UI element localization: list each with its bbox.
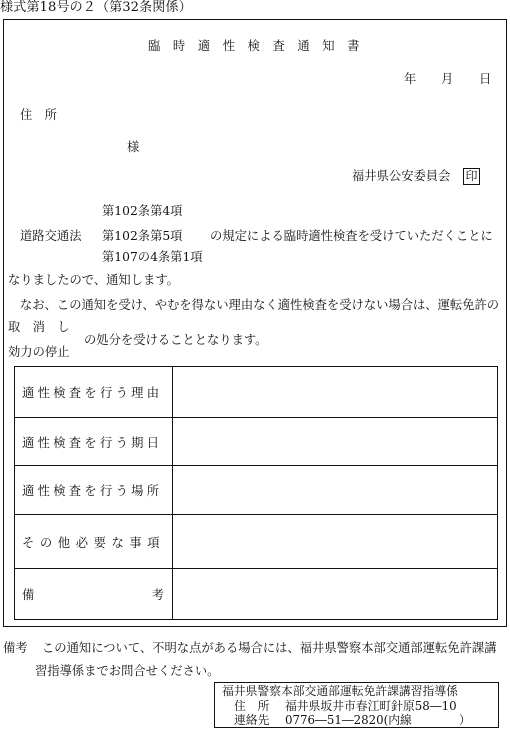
contact-phone: 0776―51―2820(内線 ） — [285, 713, 471, 727]
place-field — [173, 466, 498, 515]
date-day: 日 — [479, 72, 492, 86]
inspection-details-table — [14, 366, 498, 620]
address-label: 住 所 — [20, 108, 57, 122]
notice-line-2: の処分を受けることとなります。 — [84, 333, 268, 347]
remarks-field — [173, 569, 498, 620]
footer-note-line-1: この通知について、不明な点がある場合には、福井県警察本部交通部運転免許課講 — [42, 641, 497, 655]
contact-department: 福井県警察本部交通部運転免許課講習指導係 — [222, 684, 458, 698]
reason-field — [173, 367, 498, 418]
notice-option-suspension: 効力の停止 — [8, 345, 70, 359]
table-row — [15, 515, 498, 569]
row-label-date: 適性検査を行う期日 — [15, 418, 173, 466]
issuer-name: 福井県公安委員会 — [352, 169, 451, 183]
law-clause-1: 第102条第4項 — [102, 204, 183, 218]
row-label-place: 適性検査を行う場所 — [15, 466, 173, 515]
contact-address-label: 住 所 — [234, 699, 270, 713]
table-row — [15, 418, 498, 466]
contact-address: 福井県坂井市春江町針原58―10 — [285, 699, 457, 713]
contact-phone-label: 連絡先 — [234, 713, 270, 727]
law-name: 道路交通法 — [20, 229, 82, 243]
recipient-honorific: 様 — [127, 140, 140, 154]
row-label-reason: 適性検査を行う理由 — [15, 367, 173, 418]
row-label-remarks — [15, 569, 173, 620]
law-text: の規定による臨時適性検査を受けていただくことに — [210, 229, 493, 243]
remarks-label-left: 備 — [22, 588, 35, 602]
row-label-other: その他必要な事項 — [15, 515, 173, 569]
document-title: 臨時適性検査通知書 — [148, 39, 373, 53]
date-year: 年 — [404, 72, 417, 86]
date-field — [173, 418, 498, 466]
law-clause-2: 第102条第5項 — [102, 229, 183, 243]
seal-mark: 印 — [463, 168, 480, 185]
other-field — [173, 515, 498, 569]
table-row — [15, 367, 498, 418]
remarks-label-right: 考 — [151, 588, 164, 602]
notice-line-1: なお、この通知を受け、やむを得ない理由なく適性検査を受けない場合は、運転免許の — [20, 298, 500, 312]
date-month: 月 — [441, 72, 454, 86]
footer-note-label: 備考 — [3, 641, 28, 655]
table-row — [15, 569, 498, 620]
form-number: 様式第18号の２（第32条関係） — [0, 0, 192, 15]
table-row — [15, 466, 498, 515]
law-continuation: なりましたので、通知します。 — [8, 273, 179, 287]
footer-note-line-2: 習指導係までお問合せください。 — [35, 664, 220, 678]
law-clause-3: 第107の4条第1項 — [102, 250, 203, 264]
notice-option-revocation: 取 消 し — [8, 320, 70, 334]
